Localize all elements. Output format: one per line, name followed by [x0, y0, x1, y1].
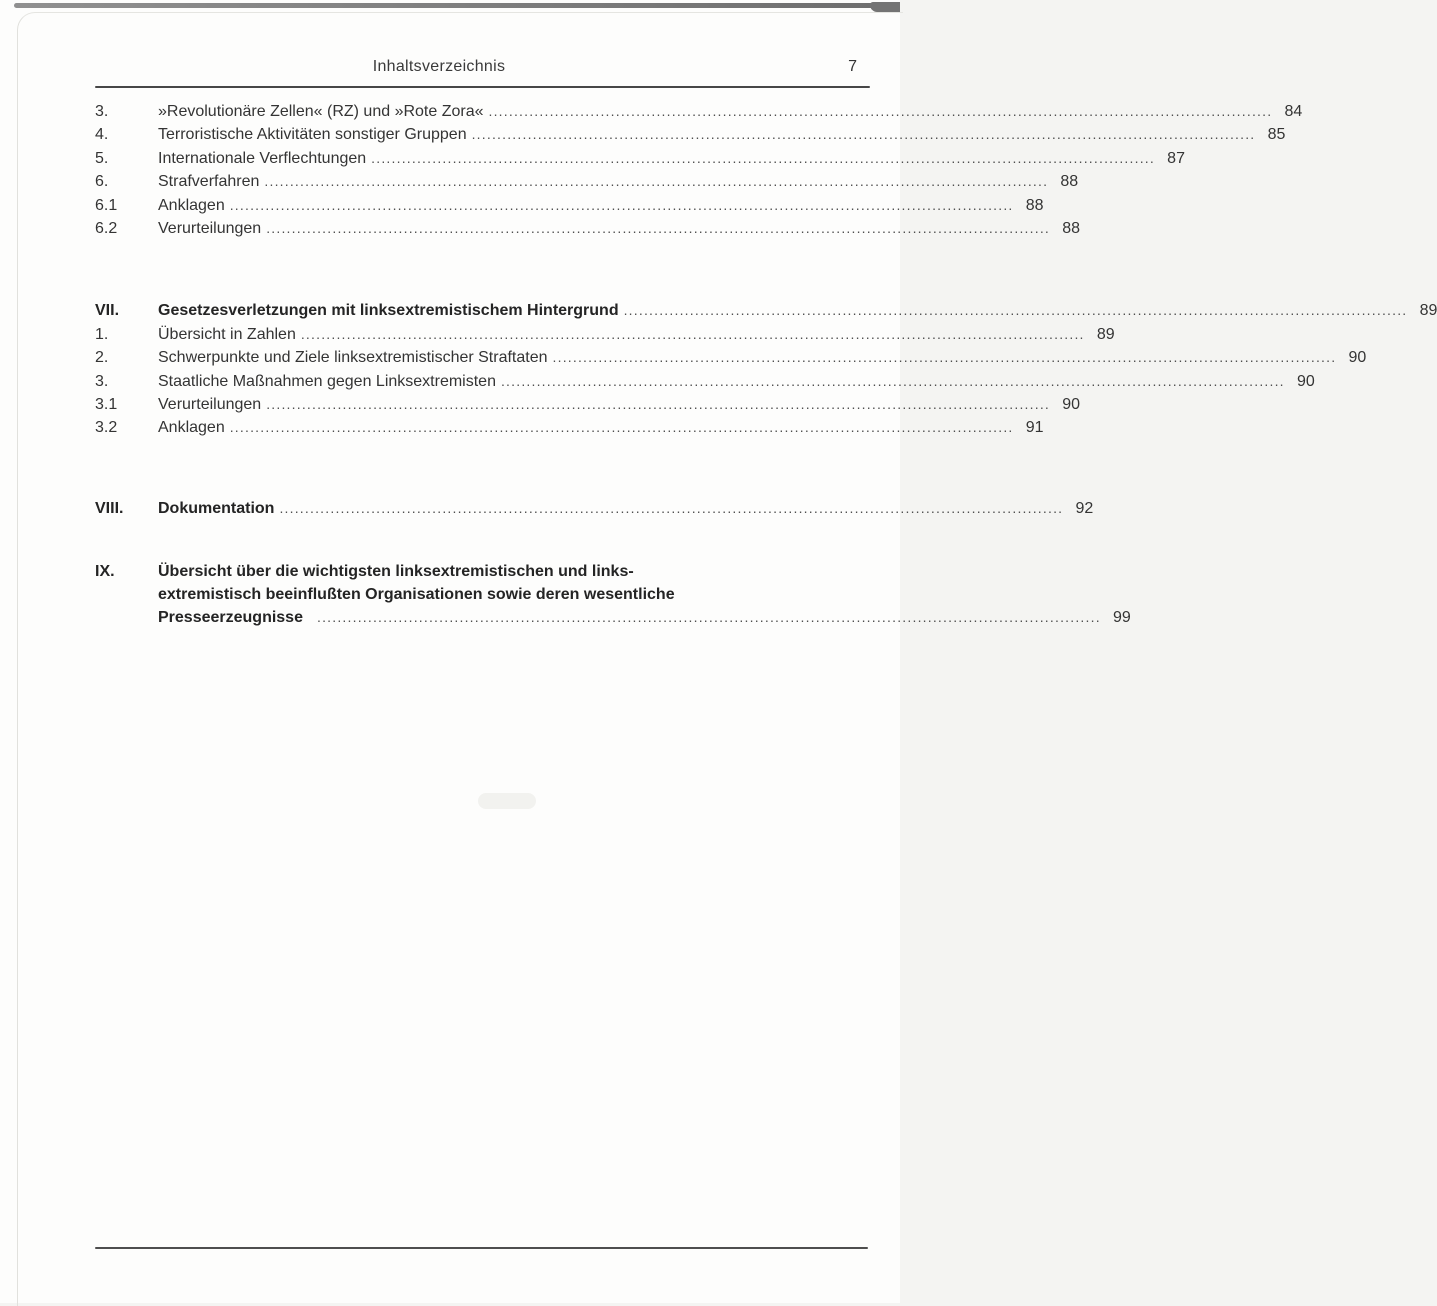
toc-entry-number: 4. [95, 126, 109, 144]
header-rule [95, 86, 870, 88]
toc-entry-multiline-title [158, 561, 1131, 629]
toc-entry-page: 89 [1096, 325, 1115, 343]
toc-entry-title: »Revolutionäre Zellen« (RZ) und »Rote Zora« [158, 103, 484, 120]
toc-entry [95, 170, 1079, 193]
toc-entry-page: 87 [1167, 149, 1185, 167]
toc-entry-number: 2. [95, 349, 109, 367]
toc-entry-page: 84 [1284, 103, 1303, 120]
toc-entry-number: 3.1 [95, 396, 118, 414]
dot-leader [489, 100, 1273, 122]
dot-leader [230, 194, 1014, 216]
toc-entry [95, 100, 1303, 123]
dot-leader [279, 497, 1063, 519]
page-title: Inhaltsverzeichnis [372, 58, 506, 75]
toc-entry [95, 346, 1367, 369]
footer-rule [95, 1247, 868, 1249]
toc-entry-number: 6.2 [95, 220, 118, 238]
toc-entry-page: 88 [1060, 173, 1079, 191]
toc-entry-number: VIII. [95, 499, 124, 517]
toc-entry-title: Dokumentation [158, 499, 275, 517]
toc-entry-page: 90 [1062, 396, 1080, 414]
toc-entry-section-heading [95, 561, 1131, 629]
toc-entry-section-heading [95, 299, 1437, 322]
toc-entry [95, 194, 1044, 217]
toc-entry-number: IX. [95, 563, 115, 581]
toc-entry-title: Gesetzesverletzungen mit linksextremistischem Hintergrund [158, 302, 619, 320]
toc-entry-number: 3.2 [95, 419, 118, 437]
toc-entry-title: Internationale Verflechtungen [158, 149, 367, 167]
toc-entry-title: Presseerzeugnisse [158, 609, 303, 627]
dot-leader [264, 170, 1048, 192]
toc-content [95, 0, 1437, 630]
dot-leader [371, 147, 1155, 169]
toc-entry-title: Strafverfahren [158, 173, 260, 191]
toc-entry-number: 5. [95, 149, 109, 167]
toc-entry [95, 147, 1185, 170]
dot-leader [301, 323, 1085, 345]
toc-entry-title: Schwerpunkte und Ziele linksextremistischer Straftaten [158, 349, 548, 367]
dot-leader [266, 393, 1050, 415]
dot-leader [472, 123, 1256, 145]
toc-entry [95, 393, 1080, 416]
toc-entry-page: 99 [1113, 609, 1131, 627]
toc-entry-number: 6. [95, 173, 109, 191]
toc-entry-number: 6.1 [95, 196, 118, 214]
toc-entry-page: 89 [1419, 302, 1437, 320]
toc-group-continuation [95, 100, 1303, 240]
toc-entry-title: Anklagen [158, 196, 225, 214]
toc-entry-title-lastline [158, 606, 1131, 629]
toc-entry-title: Staatliche Maßnahmen gegen Linksextremisten [158, 372, 496, 390]
toc-entry-page: 91 [1025, 419, 1044, 437]
dot-leader [266, 217, 1050, 239]
scan-top-edge-blob [870, 2, 900, 12]
toc-entry [95, 370, 1315, 393]
toc-entry [95, 323, 1115, 346]
toc-entry-page: 90 [1348, 349, 1367, 367]
toc-entry-section-heading [95, 497, 1094, 520]
toc-entry-number: 1. [95, 325, 109, 343]
toc-group-vii [95, 299, 1437, 439]
toc-entry-number: 3. [95, 372, 109, 390]
scan-smudge [478, 793, 536, 809]
toc-entry-page: 88 [1025, 196, 1044, 214]
toc-entry-title: Terroristische Aktivitäten sonstiger Gruppen [158, 126, 467, 144]
toc-entry-number: VII. [95, 302, 120, 320]
toc-group-viii [95, 497, 1094, 520]
page-header [95, 57, 870, 77]
dot-leader [624, 299, 1408, 321]
header-page-number: 7 [848, 58, 857, 75]
toc-entry-title-line: extremistisch beeinflußten Organisationen sowie deren wesentliche [158, 585, 675, 603]
toc-entry-title: Anklagen [158, 419, 225, 437]
toc-entry [95, 123, 1286, 146]
dot-leader [501, 370, 1285, 392]
toc-entry-number: 3. [95, 103, 109, 120]
toc-entry [95, 217, 1080, 240]
toc-group-ix [95, 561, 1131, 629]
toc-entry [95, 416, 1044, 439]
dot-leader [317, 606, 1101, 628]
toc-entry-page: 85 [1267, 126, 1286, 144]
toc-entry-title: Verurteilungen [158, 220, 262, 238]
toc-entry-title: Verurteilungen [158, 396, 262, 414]
toc-entry-page: 88 [1062, 220, 1080, 238]
dot-leader [553, 346, 1337, 368]
dot-leader [230, 416, 1014, 438]
toc-entry-page: 90 [1296, 372, 1315, 390]
toc-entry-title: Übersicht in Zahlen [158, 325, 296, 343]
toc-entry-title-line: Übersicht über die wichtigsten linksextremistischen und links- [158, 563, 634, 581]
toc-entry-page: 92 [1075, 499, 1094, 517]
